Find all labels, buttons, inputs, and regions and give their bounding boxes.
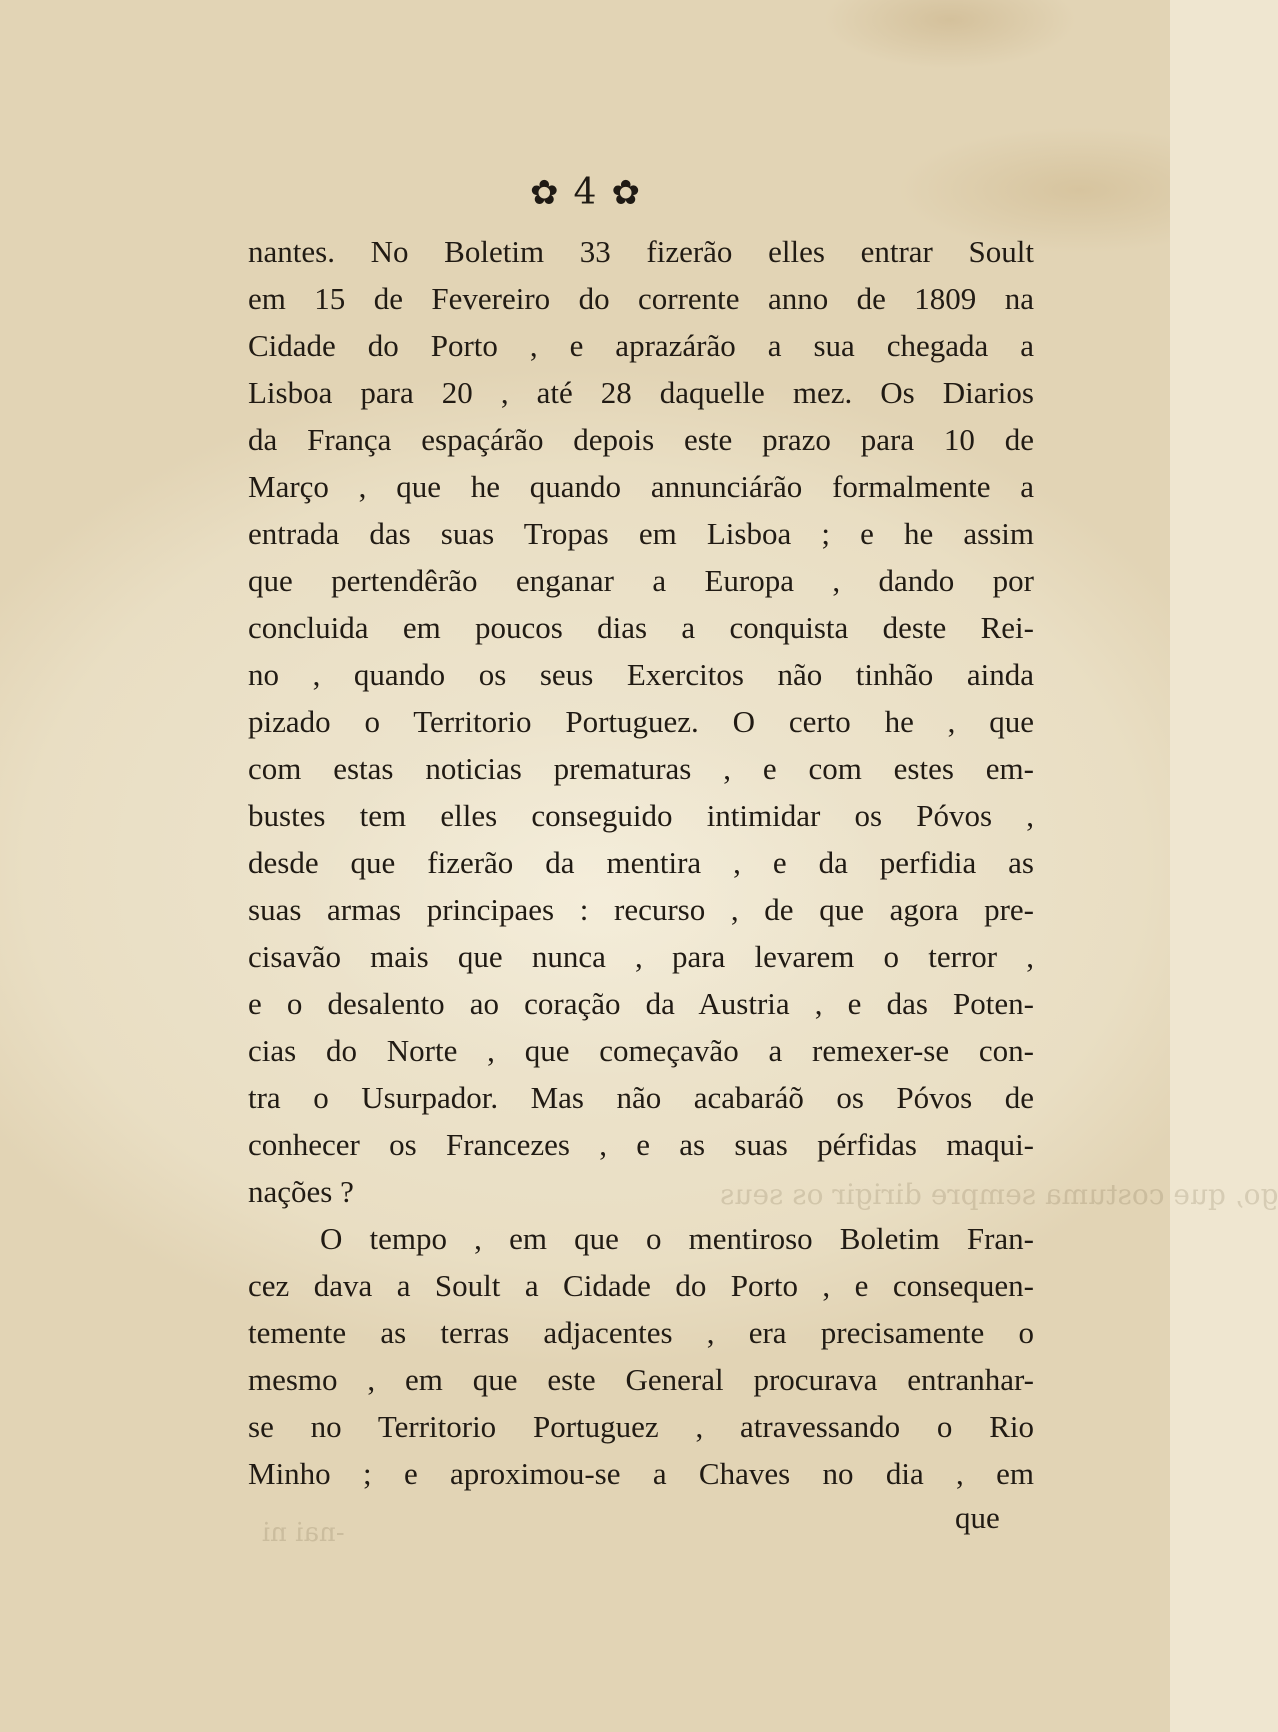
text-line: cias do Norte , que começavão a remexer-se con- xyxy=(248,1033,1034,1068)
text-line: que pertendêrão enganar a Europa , dando por xyxy=(248,563,1034,598)
text-line: da França espaçárão depois este prazo para 10 de xyxy=(248,422,1034,457)
text-line: mesmo , em que este General procurava entranhar- xyxy=(248,1362,1034,1397)
text-line: O tempo , em que o mentiroso Boletim Fran- xyxy=(320,1221,1034,1256)
text-line: em 15 de Fevereiro do corrente anno de 1809 na xyxy=(248,281,1034,316)
text-line: nantes. No Boletim 33 fizerão elles entrar Soult xyxy=(248,234,1034,269)
text-line: no , quando os seus Exercitos não tinhão ainda xyxy=(248,657,1034,692)
text-line: se no Territorio Portuguez , atravessando o Rio xyxy=(248,1409,1034,1444)
text-line: e o desalento ao coração da Austria , e das Poten- xyxy=(248,986,1034,1021)
text-line: pizado o Territorio Portuguez. O certo he , que xyxy=(248,704,1034,739)
catchword: que xyxy=(955,1500,1000,1535)
page-header xyxy=(0,172,1170,213)
text-line: cez dava a Soult a Cidade do Porto , e consequen- xyxy=(248,1268,1034,1303)
flower-ornament-icon: ✿ xyxy=(611,172,641,213)
page-number: 4 xyxy=(573,172,597,213)
text-line: com estas noticias prematuras , e com estes em- xyxy=(248,751,1034,786)
text-line: Cidade do Porto , e aprazárão a sua chegada a xyxy=(248,328,1034,363)
text-line: cisavão mais que nunca , para levarem o terror , xyxy=(248,939,1034,974)
flower-ornament-icon: ✿ xyxy=(529,172,559,213)
text-line: bustes tem elles conseguido intimidar os Póvos , xyxy=(248,798,1034,833)
text-line: Minho ; e aproximou-se a Chaves no dia , em xyxy=(248,1456,1034,1491)
text-line: concluida em poucos dias a conquista deste Rei- xyxy=(248,610,1034,645)
text-line: tra o Usurpador. Mas não acabaráõ os Póvos de xyxy=(248,1080,1034,1115)
text-line: Março , que he quando annunciárão formalmente a xyxy=(248,469,1034,504)
text-line: conhecer os Francezes , e as suas pérfidas maqui- xyxy=(248,1127,1034,1162)
text-line: suas armas principaes : recurso , de que agora pre- xyxy=(248,892,1034,927)
text-line: desde que fizerão da mentira , e da perfidia as xyxy=(248,845,1034,880)
text-line: Lisboa para 20 , até 28 daquelle mez. Os Diarios xyxy=(248,375,1034,410)
show-through-text: -nai ni xyxy=(262,1518,345,1548)
text-line: nações ? xyxy=(248,1174,354,1209)
text-line: temente as terras adjacentes , era precisamente o xyxy=(248,1315,1034,1350)
body-text xyxy=(248,228,1034,1497)
text-line: entrada das suas Tropas em Lisboa ; e he assim xyxy=(248,516,1034,551)
show-through-text: go, que costuma sempre dirigir os seus xyxy=(720,1178,1278,1211)
